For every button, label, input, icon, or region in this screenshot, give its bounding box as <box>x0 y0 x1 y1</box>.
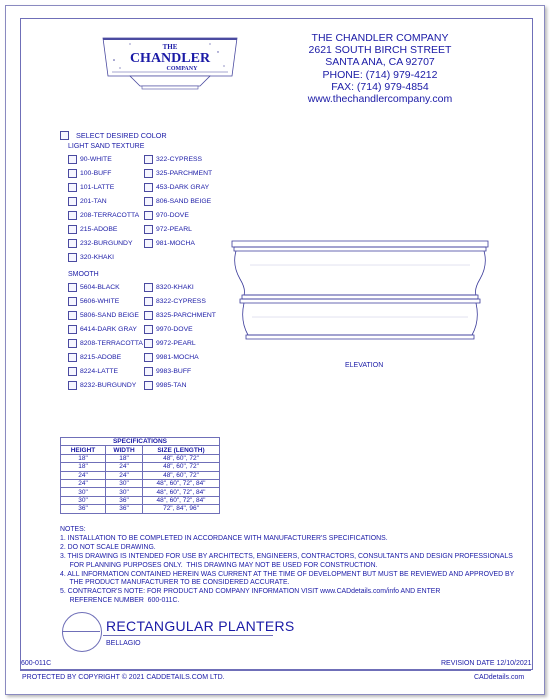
color-option[interactable]: 208-TERRACOTTA <box>68 211 139 220</box>
color-option[interactable]: 232-BURGUNDY <box>68 239 133 248</box>
color-option[interactable]: 101-LATTE <box>68 183 114 192</box>
svg-text:THE: THE <box>162 43 178 51</box>
select-color-heading <box>60 131 167 140</box>
color-option[interactable]: 9981-MOCHA <box>144 353 199 362</box>
color-option[interactable]: 981-MOCHA <box>144 239 195 248</box>
color-option[interactable]: 5806-SAND BEIGE <box>68 311 139 320</box>
color-option[interactable]: 8322-CYPRESS <box>144 297 206 306</box>
color-option[interactable]: 970-DOVE <box>144 211 189 220</box>
spec-title: SPECIFICATIONS <box>61 438 220 446</box>
copyright-notice: PROTECTED BY COPYRIGHT © 2021 CADDETAILS.COM LTD. <box>22 674 225 681</box>
detail-marker-divider <box>62 631 100 632</box>
note-line: FOR PLANNING PURPOSES ONLY. THIS DRAWING MAY NOT BE USED FOR CONSTRUCTION. <box>60 561 378 569</box>
light-sand-label: LIGHT SAND TEXTURE <box>68 143 145 150</box>
color-option[interactable]: 453-DARK GRAY <box>144 183 209 192</box>
caddetails-link[interactable]: CADdetails.com <box>474 674 525 681</box>
company-name: THE CHANDLER COMPANY <box>311 32 449 44</box>
select-color-checkbox[interactable] <box>60 131 69 140</box>
table-row: 24" 24" 48", 60", 72" <box>61 471 220 479</box>
color-option[interactable]: 215-ADOBE <box>68 225 117 234</box>
color-option[interactable]: 100-BUFF <box>68 169 111 178</box>
color-option[interactable]: 90-WHITE <box>68 155 112 164</box>
note-line: 5. CONTRACTOR'S NOTE: FOR PRODUCT AND COMPANY INFORMATION VISIT www.CADdetails.com/info AND ENTER <box>60 588 441 596</box>
color-option[interactable]: 8224-LATTE <box>68 367 118 376</box>
select-color-label: SELECT DESIRED COLOR <box>76 131 167 140</box>
color-option[interactable]: 320-KHAKI <box>68 253 114 262</box>
color-option[interactable]: 5606-WHITE <box>68 297 119 306</box>
color-option[interactable]: 8232-BURGUNDY <box>68 381 136 390</box>
spec-header: SIZE (LENGTH) <box>143 446 220 454</box>
table-row: 36" 36" 72", 84", 96" <box>61 505 220 513</box>
drawing-title: RECTANGULAR PLANTERS <box>106 618 295 634</box>
planter-elevation-drawing <box>230 235 490 355</box>
color-option[interactable]: 972-PEARL <box>144 225 192 234</box>
svg-text:CHANDLER: CHANDLER <box>129 51 211 66</box>
color-option[interactable]: 9970-DOVE <box>144 325 193 334</box>
color-option[interactable]: 9985-TAN <box>144 381 186 390</box>
color-option[interactable]: 5604-BLACK <box>68 283 120 292</box>
smooth-label: SMOOTH <box>68 271 99 278</box>
color-option[interactable]: 322-CYPRESS <box>144 155 202 164</box>
footer-divider <box>20 670 531 671</box>
note-line: 2. DO NOT SCALE DRAWING. <box>60 543 156 551</box>
table-row: 24" 30" 48", 60", 72", 84" <box>61 479 220 487</box>
note-line: 4. ALL INFORMATION CONTAINED HEREIN WAS CURRENT AT THE TIME OF DEVELOPMENT BUT MUST BE REVIEWED AND APPROVED BY <box>60 570 515 578</box>
revision-date: REVISION DATE 12/10/2021 <box>441 660 532 667</box>
spec-header: HEIGHT <box>61 446 106 454</box>
notes-heading: NOTES: <box>60 526 86 533</box>
color-option[interactable]: 9983-BUFF <box>144 367 191 376</box>
svg-text:COMPANY: COMPANY <box>166 66 198 72</box>
table-row: 30" 36" 48", 60", 72", 84" <box>61 496 220 504</box>
color-option[interactable]: 9972-PEARL <box>144 339 196 348</box>
company-phone: PHONE: (714) 979-4212 <box>322 68 438 81</box>
table-row: 18" 24" 48", 60", 72" <box>61 463 220 471</box>
spec-header: WIDTH <box>106 446 143 454</box>
color-option[interactable]: 8215-ADOBE <box>68 353 121 362</box>
color-option[interactable]: 806-SAND BEIGE <box>144 197 211 206</box>
color-option[interactable]: 201-TAN <box>68 197 107 206</box>
chandler-logo <box>100 30 240 105</box>
note-line: 3. THIS DRAWING IS INTENDED FOR USE BY ARCHITECTS, ENGINEERS, CONTRACTORS, CONSULTANTS AND DESIGN PROFESSIONALS <box>60 552 513 560</box>
table-row: 30" 30" 48", 60", 72", 84" <box>61 488 220 496</box>
company-city: SANTA ANA, CA 92707 <box>325 56 435 69</box>
drawing-subtitle: BELLAGIO <box>106 640 141 647</box>
detail-marker-circle <box>62 612 102 652</box>
note-line: 1. INSTALLATION TO BE COMPLETED IN ACCORDANCE WITH MANUFACTURER'S SPECIFICATIONS. <box>60 534 388 542</box>
company-fax: FAX: (714) 979-4854 <box>331 80 429 93</box>
company-info <box>300 32 460 105</box>
color-option[interactable]: 8325-PARCHMENT <box>144 311 216 320</box>
notes-block <box>60 526 515 606</box>
reference-number: 600-011C <box>21 660 52 667</box>
company-website: www.thechandlercompany.com <box>307 93 453 106</box>
company-address: 2621 SOUTH BIRCH STREET <box>308 44 452 57</box>
note-line: REFERENCE NUMBER 600-011C. <box>60 597 180 605</box>
color-option[interactable]: 6414-DARK GRAY <box>68 325 137 334</box>
title-underline <box>103 635 273 636</box>
color-option[interactable]: 8208-TERRACOTTA <box>68 339 143 348</box>
color-option[interactable]: 8320-KHAKI <box>144 283 194 292</box>
table-row: 18" 18" 48", 60", 72" <box>61 454 220 462</box>
elevation-label: ELEVATION <box>345 362 384 369</box>
specifications-table <box>60 437 220 514</box>
color-option[interactable]: 325-PARCHMENT <box>144 169 212 178</box>
note-line: THE PRODUCT MANUFACTURER TO BE CONSIDERED ACCURATE. <box>60 579 290 587</box>
